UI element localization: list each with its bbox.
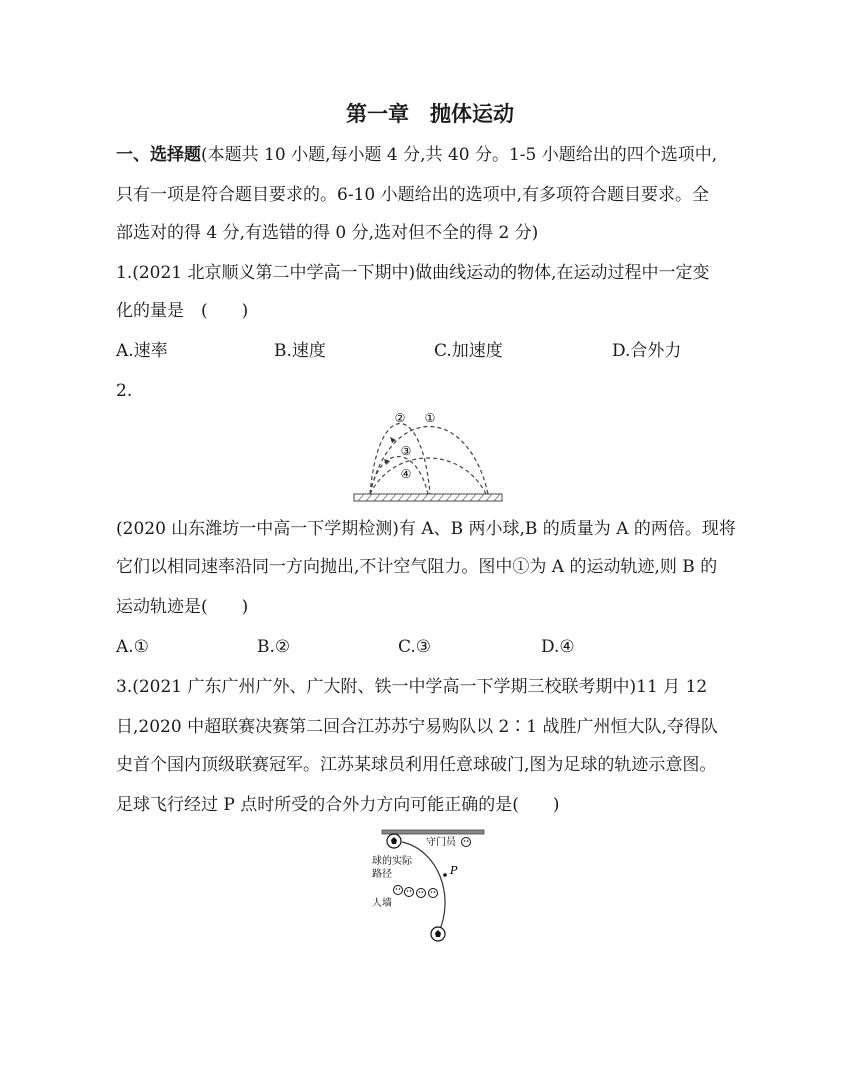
section-intro-line-3: 部选对的得 4 分,有选错的得 0 分,选对但不全的得 2 分) (116, 223, 539, 243)
q1-option-b: B.速度 (274, 341, 326, 361)
goalkeeper-label: 守门员 (426, 837, 456, 848)
chapter-title: 第一章 抛体运动 (346, 102, 514, 126)
ball-top (387, 834, 401, 848)
q2-stem-line-2: 它们以相同速率沿同一方向抛出,不计空气阻力。图中①为 A 的运动轨迹,则 B 的 (116, 557, 718, 577)
q2-option-c: C.③ (398, 637, 432, 657)
q3-football-figure (362, 826, 492, 944)
q1-option-c: C.加速度 (434, 341, 503, 361)
ball-bottom (431, 927, 445, 941)
q2-stem-line-3: 运动轨迹是( ) (116, 597, 249, 617)
wall-label: 人墙 (372, 898, 392, 909)
path-label-1: 球的实际 (372, 856, 412, 867)
goal-line (382, 830, 484, 834)
label-1: ① (424, 411, 436, 425)
section-intro-line-1 (116, 144, 717, 166)
label-3: ③ (400, 444, 412, 458)
q3-stem-line-4: 足球飞行经过 P 点时所受的合外力方向可能正确的是( ) (116, 795, 560, 815)
point-p (443, 873, 447, 877)
ground-base (354, 494, 502, 501)
point-p-label: P (450, 864, 458, 877)
section-intro-text-1: (本题共 10 小题,每小题 4 分,共 40 分。1-5 小题给出的四个选项中, (201, 145, 718, 165)
q2-option-a: A.① (116, 637, 149, 657)
q2-option-b: B.② (257, 637, 291, 657)
trajectory-3 (370, 457, 428, 495)
q1-stem-line-1: 1.(2021 北京顺义第二中学高一下期中)做曲线运动的物体,在运动过程中一定变 (116, 263, 710, 283)
q2-option-d: D.④ (541, 637, 575, 657)
section-heading: 一、选择题 (116, 145, 201, 165)
label-4: ④ (400, 467, 412, 481)
q2-trajectory-figure (350, 406, 506, 506)
q1-stem-line-2: 化的量是 ( ) (116, 301, 249, 321)
label-2: ② (394, 411, 406, 425)
q2-stem-line-1: (2020 山东潍坊一中高一下学期检测)有 A、B 两小球,B 的质量为 A 的两倍。现将 (116, 519, 736, 539)
q1-option-a: A.速率 (116, 341, 168, 361)
path-label-2: 路径 (372, 869, 392, 880)
q3-stem-line-3: 史首个国内顶级联赛冠军。江苏某球员利用任意球破门,图为足球的轨迹示意图。 (116, 755, 717, 775)
section-intro-line-2: 只有一项是符合题目要求的。6-10 小题给出的选项中,有多项符合题目要求。全 (116, 185, 709, 205)
q3-stem-line-2: 日,2020 中超联赛决赛第二回合江苏苏宁易购队以 2∶1 战胜广州恒大队,夺得队 (116, 717, 718, 737)
goalkeeper-icon (462, 838, 471, 847)
q1-option-d: D.合外力 (612, 341, 682, 361)
wall-players (394, 886, 438, 898)
q3-stem-line-1: 3.(2021 广东广州广外、广大附、铁一中学高一下学期三校联考期中)11 月 12 (116, 677, 708, 697)
q2-number: 2. (116, 381, 133, 401)
